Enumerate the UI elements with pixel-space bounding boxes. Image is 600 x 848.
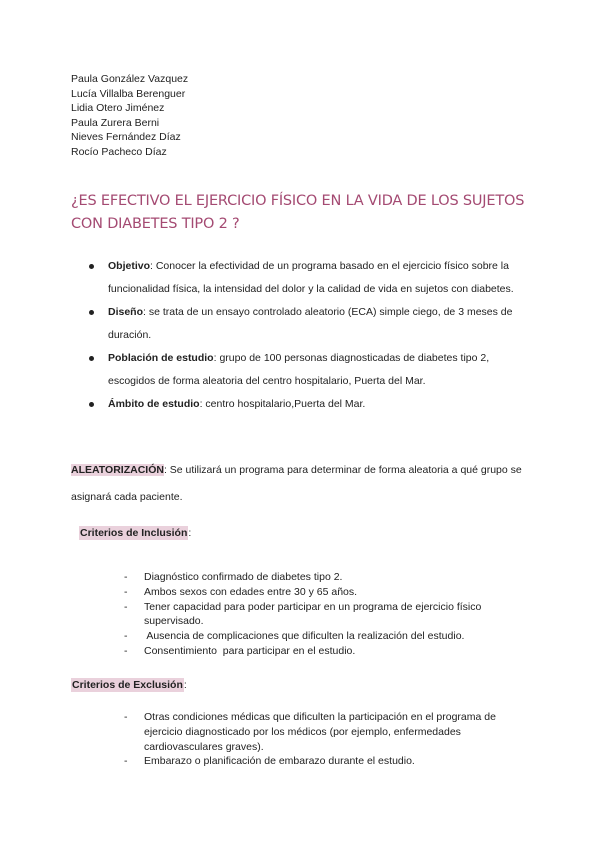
inclusion-list [124,570,524,659]
bullet-text: : se trata de un ensayo controlado aleatorio (ECA) simple ciego, de 3 meses de duración. [108,306,513,341]
author-name: Nieves Fernández Díaz [71,131,181,144]
author-name: Paula Zurera Berni [71,116,160,129]
list-item [124,644,524,659]
document-title: ¿ES EFECTIVO EL EJERCICIO FÍSICO EN LA VIDA DE LOS SUJETOS CON DIABETES TIPO 2 ? [71,193,525,232]
list-item-text: Ambos sexos con edades entre 30 y 65 años. [144,585,358,598]
exclusion-suffix: : [183,679,187,691]
aleatorizacion-label: ALEATORIZACIÓN [71,464,164,476]
list-item [124,629,524,644]
dash-marker: - [124,630,128,643]
author-name: Rocío Pacheco Díaz [71,145,167,158]
bullet-poblacion [86,347,531,393]
bullet-label: Población de estudio [108,352,214,364]
list-item-text: Embarazo o planificación de embarazo durante el estudio. [144,755,415,768]
dash-marker: - [124,644,128,657]
author-name: Paula González Vazquez [71,73,189,85]
list-item [124,585,524,600]
bullet-dot-icon [89,356,94,361]
author-name: Lidia Otero Jiménez [71,102,165,115]
list-item-text: Ausencia de complicaciones que dificulten la realización del estudio. [144,630,465,643]
study-summary-list [86,255,531,416]
aleatorizacion-paragraph [71,457,541,511]
list-item [124,570,524,585]
dash-marker: - [124,755,128,768]
bullet-text: : centro hospitalario,Puerta del Mar. [199,398,366,410]
bullet-label: Ámbito de estudio [108,398,200,410]
bullet-dot-icon [89,310,94,315]
bullet-diseno [86,301,531,347]
dash-marker: - [124,711,128,723]
exclusion-label: Criterios de Exclusión [72,679,183,691]
bullet-ambito [86,393,531,416]
author-name: Lucía Villalba Berenguer [71,87,186,100]
bullet-label: Objetivo [108,260,151,272]
aleatorizacion-text: : Se utilizará un programa para determinar de forma aleatoria a qué grupo se asignará cada paciente. [71,464,522,503]
list-item-text: Consentimiento para participar en el estudio. [144,644,356,657]
bullet-text: : grupo de 100 personas diagnosticadas de diabetes tipo 2, escogidos de forma aleatoria del centro hospitalario, Puerta del Mar. [108,352,490,387]
list-item [124,754,524,769]
dash-marker: - [124,571,128,583]
inclusion-label: Criterios de Inclusión [80,527,188,539]
list-item-text: Tener capacidad para poder participar en un programa de ejercicio físico supervisado. [144,600,482,628]
dash-marker: - [124,600,128,613]
bullet-objetivo [86,255,531,301]
list-item-text: Diagnóstico confirmado de diabetes tipo 2. [144,571,343,583]
dash-marker: - [124,585,128,598]
exclusion-heading [71,679,187,691]
inclusion-suffix: : [188,527,192,539]
bullet-dot-icon [89,402,94,407]
author-list [71,72,188,160]
bullet-dot-icon [89,264,94,269]
list-item [124,600,524,630]
exclusion-list [124,710,524,769]
inclusion-heading [79,527,191,539]
list-item [124,710,524,754]
bullet-text: : Conocer la efectividad de un programa basado en el ejercicio físico sobre la funcionalidad física, la intensidad del dolor y la calidad de vida en sujetos con diabetes. [108,260,514,295]
bullet-label: Diseño [108,306,144,318]
list-item-text: Otras condiciones médicas que dificulten la participación en el programa de ejercicio diagnosticado por los médicos (por ejemplo, enfermedades cardiovasculares graves). [144,711,496,753]
